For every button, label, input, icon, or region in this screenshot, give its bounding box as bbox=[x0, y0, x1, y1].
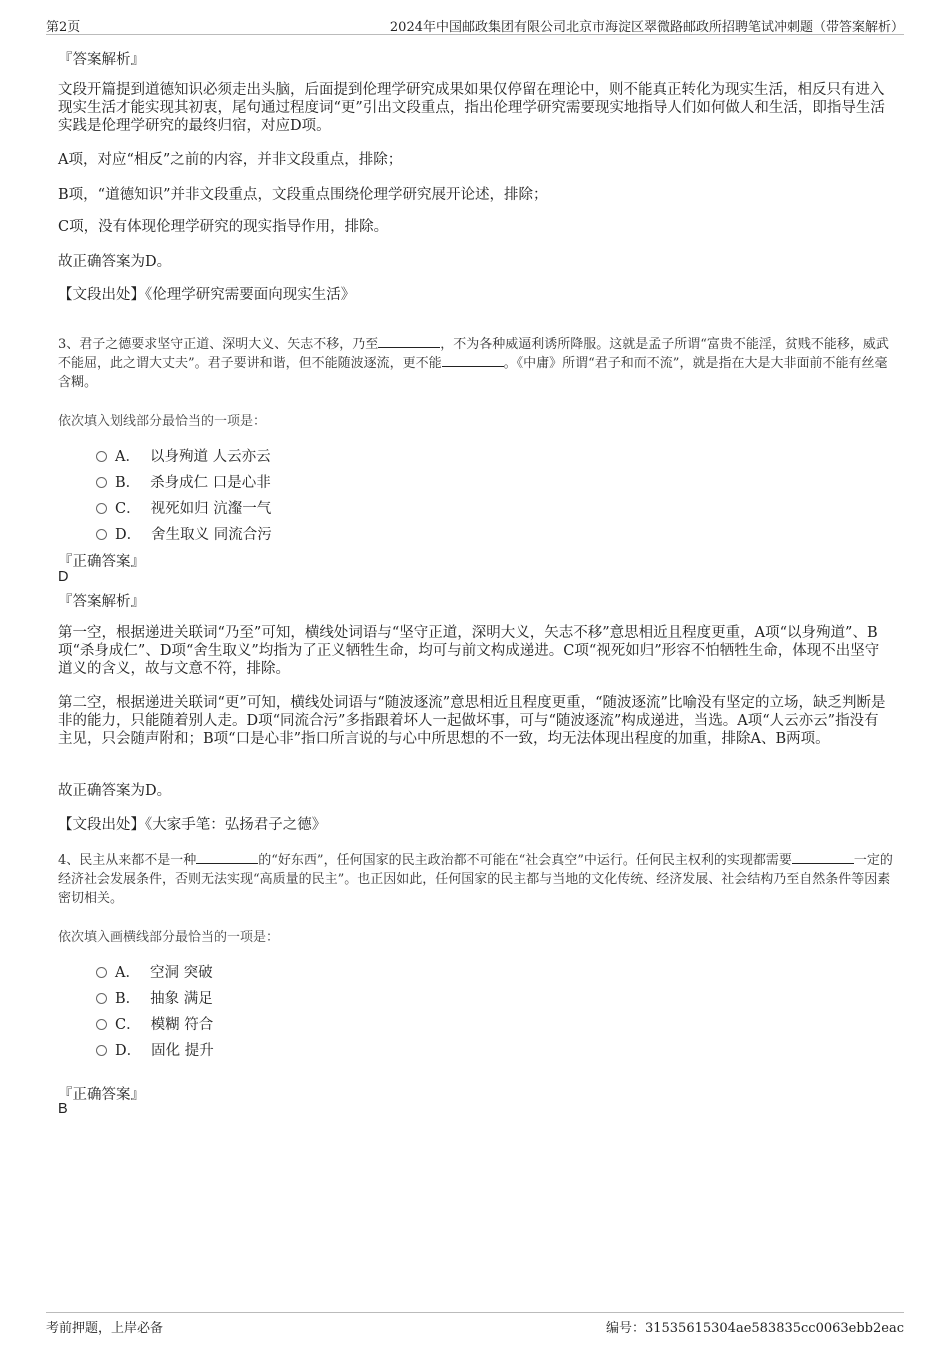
q2-analysis-label: 『答案解析』 bbox=[58, 52, 145, 68]
option-text: 抽象 满足 bbox=[150, 991, 213, 1007]
option-text: 以身殉道 人云亦云 bbox=[149, 449, 271, 465]
q3-blank-2 bbox=[442, 354, 504, 367]
q4-option-d[interactable] bbox=[96, 1039, 214, 1060]
option-text: 视死如归 沆瀣一气 bbox=[150, 501, 272, 517]
radio-icon[interactable] bbox=[96, 1045, 107, 1056]
page-header bbox=[46, 14, 904, 35]
q4-stem-part1: 4、民主从来都不是一种 bbox=[58, 853, 197, 868]
radio-icon[interactable] bbox=[96, 993, 107, 1004]
q4-stem bbox=[58, 851, 900, 908]
option-letter: B． bbox=[115, 991, 141, 1007]
page-footer bbox=[46, 1312, 904, 1335]
document-title: 2024年中国邮政集团有限公司北京市海淀区翠微路邮政所招聘笔试冲刺题（带答案解析） bbox=[389, 20, 904, 35]
q2-analysis-para2: A项，对应“相反”之前的内容，并非文段重点，排除； bbox=[58, 152, 403, 168]
option-text: 模糊 符合 bbox=[150, 1017, 214, 1033]
option-text: 舍生取义 同流合污 bbox=[151, 527, 272, 543]
q3-source: 【文段出处】《大家手笔：弘扬君子之德》 bbox=[58, 817, 327, 833]
option-letter: D． bbox=[115, 1043, 142, 1059]
footer-serial: 编号：31535615304ae583835cc0063ebb2eac bbox=[605, 1321, 904, 1336]
q3-option-b[interactable] bbox=[96, 471, 271, 492]
q4-option-c[interactable] bbox=[96, 1013, 213, 1034]
option-text: 空洞 突破 bbox=[149, 965, 213, 981]
q3-analysis-para1: 第一空，根据递进关联词“乃至”可知，横线处词语与“坚守正道，深明大义，矢志不移”意思相近且程度更重，A项“以身殉道”、B项“杀身成仁”、D项“舍生取义”均指为了正义牺牲生命，均可与前文构成递进。C项“视死如归”形容不怕牺牲生命，体现不出坚守道义的含义，故与文意不符，排除。 bbox=[58, 625, 880, 677]
q3-analysis-label: 『答案解析』 bbox=[58, 594, 145, 610]
q4-option-a[interactable] bbox=[96, 961, 213, 982]
q4-blank-2 bbox=[792, 851, 854, 864]
radio-icon[interactable] bbox=[96, 967, 107, 978]
q3-conclusion: 故正确答案为D。 bbox=[58, 783, 172, 799]
q2-analysis-para1: 文段开篇提到道德知识必须走出头脑，后面提到伦理学研究成果如果仅停留在理论中，则不能真正转化为现实生活，相反只有进入现实生活才能实现其初衷，尾句通过程度词“更”引出文段重点，指出伦理学研究需要现实地指导人们如何做人和生活，即指导生活实践是伦理学研究的最终归宿，对应D项。 bbox=[58, 82, 885, 134]
q3-stem-part3: 。《中庸》所谓“君子和而不流”，就是指在大是大非面前不能有丝毫含糊。 bbox=[58, 356, 888, 390]
q3-analysis-para2: 第二空，根据递进关联词“更”可知，横线处词语与“随波逐流”意思相近且程度更重，“随波逐流”比喻没有坚定的立场，缺乏判断是非的能力，只能随着别人走。D项“同流合污”多指跟着坏人一起做坏事，可与“随波逐流”构成递进，当选。A项“人云亦云”指没有主见，只会随声附和；B项“口是心非”指口所言说的与心中所思想的不一致，均无法体现出程度的加重，排除A、B两项。 bbox=[58, 695, 886, 747]
footer-slogan: 考前押题，上岸必备 bbox=[46, 1321, 164, 1336]
q3-answer-label: 『正确答案』 bbox=[58, 554, 145, 570]
q3-stem-part2: ，不为各种威逼利诱所降服。这就是孟子所谓“富贵不能淫，贫贱不能移，威武不能屈，此之谓大丈夫”。君子要讲和谐，但不能随波逐流，更不能 bbox=[58, 337, 889, 371]
q3-option-d[interactable] bbox=[96, 523, 272, 544]
radio-icon[interactable] bbox=[96, 1019, 107, 1030]
radio-icon[interactable] bbox=[96, 451, 107, 462]
radio-icon[interactable] bbox=[96, 503, 107, 514]
option-letter: D． bbox=[115, 527, 142, 543]
option-letter: C． bbox=[115, 1017, 141, 1033]
q4-answer: B bbox=[58, 1101, 68, 1117]
q3-option-a[interactable] bbox=[96, 445, 271, 466]
q4-option-b[interactable] bbox=[96, 987, 213, 1008]
q2-analysis-para3: B项，“道德知识”并非文段重点，文段重点围绕伦理学研究展开论述，排除； bbox=[58, 187, 548, 203]
option-letter: C． bbox=[115, 501, 141, 517]
radio-icon[interactable] bbox=[96, 477, 107, 488]
q4-stem-part2: 的“好东西”，任何国家的民主政治都不可能在“社会真空”中运行。任何民主权利的实现都需要 bbox=[258, 853, 792, 868]
q3-answer: D bbox=[58, 569, 69, 585]
q3-stem bbox=[58, 335, 900, 392]
q3-blank-1 bbox=[378, 335, 440, 348]
option-text: 杀身成仁 口是心非 bbox=[150, 475, 271, 491]
q3-stem-part1: 3、君子之德要求坚守正道、深明大义、矢志不移，乃至 bbox=[58, 337, 379, 352]
radio-icon[interactable] bbox=[96, 529, 107, 540]
option-letter: A． bbox=[115, 965, 140, 981]
q2-analysis-para4: C项，没有体现伦理学研究的现实指导作用，排除。 bbox=[58, 219, 389, 235]
q3-prompt: 依次填入划线部分最恰当的一项是： bbox=[58, 414, 267, 429]
q4-stem-part3: 一定的经济社会发展条件，否则无法实现“高质量的民主”。也正因如此，任何国家的民主都与当地的文化传统、经济发展、社会结构乃至自然条件等因素密切相关。 bbox=[58, 853, 893, 906]
q4-answer-label: 『正确答案』 bbox=[58, 1087, 145, 1103]
option-text: 固化 提升 bbox=[151, 1043, 214, 1059]
q4-prompt: 依次填入画横线部分最恰当的一项是： bbox=[58, 930, 280, 945]
option-letter: B． bbox=[115, 475, 141, 491]
option-letter: A． bbox=[115, 449, 140, 465]
q2-conclusion: 故正确答案为D。 bbox=[58, 254, 172, 270]
q3-option-c[interactable] bbox=[96, 497, 271, 518]
q4-blank-1 bbox=[196, 851, 258, 864]
q2-source: 【文段出处】《伦理学研究需要面向现实生活》 bbox=[58, 287, 356, 303]
page-number: 第2页 bbox=[46, 20, 81, 35]
